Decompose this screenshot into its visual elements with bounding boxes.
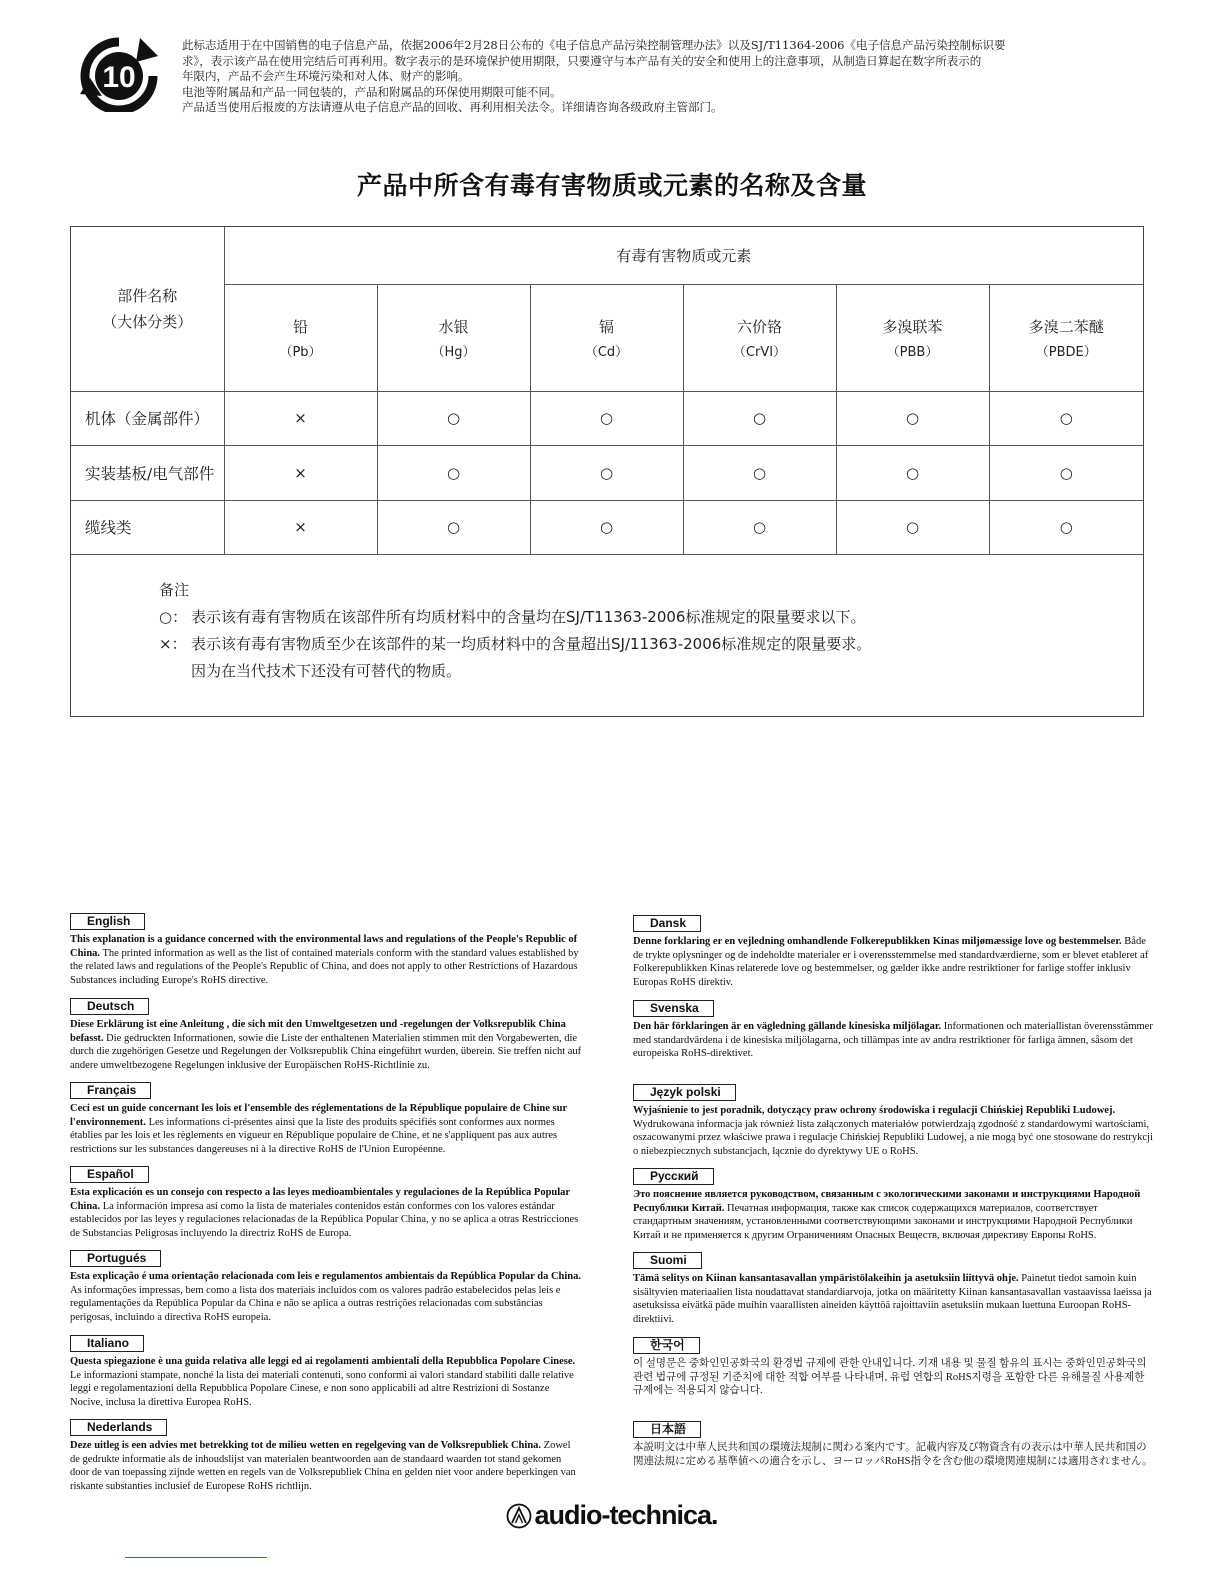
language-label: Język polski [633,1084,736,1101]
value-cell: × [224,500,377,554]
brand-name: audio-technica. [534,1500,718,1530]
language-label: 日本語 [633,1421,701,1438]
substance-symbol: （PBB） [886,344,939,360]
substance-header [224,284,377,391]
language-text: Diese Erklärung ist eine Anleitung , die sich mit den Umweltgesetzen und -regelungen der Volksrepublik China befasst. Die gedruckten Informationen, sowie die Liste der enthaltenen Materialien stimmen mit den Vorgabewerten, die durch die zugehörigen Gesetze und Regelungen der Volksrepublik China eingeführt wurden, überein. Sie treffen nicht auf andere umweltbezogene Regelungen inklusive der Europäischen RoHS-Richtlinie zu. [70,1019,582,1071]
table-notes [159,577,871,685]
language-text: 本説明文は中華人民共和国の環境法規制に関わる案内です。記載内容及び物資含有の表示は中華人民共和国の関連法規に定める基準値への適合を示し、ヨーロッパRoHS指令を含む他の環境関連規制には適用されません。 [633,1442,1153,1467]
value-cell: ○ [377,445,530,500]
language-text: Esta explicação é uma orientação relacionada com leis e regulamentos ambientais da República Popular da China. As informações impressas, bem como a lista dos materiais incluídos com os valores padrão estabelecidos pelas leis e regulamentações da República Popular da China e não se aplica a outras restrições relacionadas com substâncias perigosas, incluindo a directiva RoHS europeia. [70,1271,581,1323]
language-block-japanese [633,1418,1153,1468]
table-row [71,500,1143,554]
language-label: Dansk [633,915,701,932]
language-label: Français [70,1082,151,1099]
language-label: Русский [633,1168,714,1185]
language-text: Denne forklaring er en vejledning omhandlende Folkerepublikken Kinas miljømæssige love og bestemmelser. Både de trykte oplysninger og de indeholdte materialer er i overensstemmelse med standardværdierne, som er blevet etableret af Folkerepublikken Kinas relaterede love og bestemmelser, og gælder ikke andre restriktioner for farlige stoffer inklusiv Europas RoHS direktiv. [633,936,1149,988]
language-block-portugues [70,1247,582,1324]
language-block-suomi [633,1249,1153,1326]
language-label: Portugués [70,1250,161,1267]
value-cell: ○ [377,391,530,445]
substance-header [377,284,530,391]
substance-table-frame [70,226,1144,717]
value-cell: ○ [989,445,1143,500]
value-cell: ○ [683,500,836,554]
language-block-english [70,910,582,987]
note-cross [159,631,871,658]
part-header-line2: （大体分类） [102,312,193,331]
substance-name: 铅 [292,317,308,336]
value-cell: ○ [836,445,989,500]
part-name-cell: 缆线类 [71,500,224,554]
language-text: Wyjaśnienie to jest poradnik, dotyczący praw ochrony środowiska i regulacji Chińskiej Republiki Ludowej. Wydrukowana informacja jak również lista załączonych materiałów potwierdzają zgodność z standardowymi wartościami, oszacowanymi przez właściwe prawa i regulacje Chińskiej Republiki Ludowej, a nie mogą być one stosowane do restrykcji o niebezpiecznych substancjach, łącznie do dyrektywy UE o RoHS. [633,1105,1153,1157]
value-cell: ○ [377,500,530,554]
language-label: Español [70,1166,149,1183]
language-label: Italiano [70,1335,144,1352]
note-circle-text: 表示该有毒有害物质在该部件所有均质材料中的含量均在SJ/T11363-2006标准规定的限量要求以下。 [191,608,866,626]
value-cell: × [224,391,377,445]
substance-name: 水银 [438,317,469,336]
header-notice [182,38,1148,116]
value-cell: ○ [683,445,836,500]
value-cell: ○ [530,445,683,500]
language-block-nederlands [70,1416,582,1493]
language-block-korean [633,1334,1153,1398]
language-block-francais [70,1079,582,1156]
substance-group-header: 有毒有害物质或元素 [224,227,1143,284]
part-name-header [71,227,224,391]
language-block-espanol [70,1163,582,1240]
substance-symbol: （Pb） [279,344,322,360]
language-block-polski [633,1081,1153,1158]
substance-header [989,284,1143,391]
substance-symbol: （PBDE） [1035,344,1097,360]
value-cell: ○ [530,500,683,554]
note-circle [159,604,871,631]
notes-title: 备注 [159,581,190,599]
part-name-cell: 机体（金属部件） [71,391,224,445]
language-text: Questa spiegazione è una guida relativa alle leggi ed ai regolamenti ambientali della Repubblica Popolare Cinese. Le informazioni stampate, nonché la lista dei materiali contenuti, sono conformi ai valori standard stabiliti dalle relative leggi e regolamentazioni della Repubblica Popolare Cinese, e non sono applicabili ad altre Restrizioni di Sostanze Nocive, inclusa la direttiva Europea RoHS. [70,1356,576,1408]
audio-technica-logo-icon [506,1503,532,1529]
substance-header [683,284,836,391]
substance-name: 六价铬 [736,317,782,336]
language-label: Deutsch [70,998,149,1015]
value-cell: ○ [683,391,836,445]
substance-table [71,227,1143,555]
substance-name: 镉 [598,317,614,336]
part-name-cell: 实装基板/电气部件 [71,445,224,500]
language-block-dansk [633,912,1153,989]
cross-mark: ×： [159,635,187,653]
language-text: Ceci est un guide concernant les lois et l'ensemble des réglementations de la République populaire de Chine sur l'environnement. Les informations ci-présentes ainsi que la liste des produits spécifiés sont conformes aux normes établies par les lois et les règlements en vigueur en République populaire de Chine, et ne s'appliquent pas aux autres restrictions sur les substances dangereuses ni à la directive RoHS de l'Union Européenne. [70,1103,567,1155]
substance-symbol: （Cd） [584,344,629,360]
notice-line: 求》，表示该产品在使用完结后可再利用。数字表示的是环境保护使用期限，只要遵守与本产品有关的安全和使用上的注意事项，从制造日算起在数字所表示的 [182,53,982,68]
language-label: Nederlands [70,1419,167,1436]
language-label: 한국어 [633,1337,700,1354]
table-row [71,391,1143,445]
notice-line: 电池等附属品和产品一同包装的，产品和附属品的环保使用期限可能不同。 [182,84,562,99]
language-label: English [70,913,145,930]
circle-mark: ○： [159,608,188,626]
language-text: This explanation is a guidance concerned with the environmental laws and regulations of the People's Republic of China. The printed information as well as the list of contained materials conform with the standard values established by the related laws and regulations of the People's Republic of China, and does not apply to other Restrictions of Hazardous Substances including Europe's RoHS directive. [70,934,579,986]
language-label: Svenska [633,1000,714,1017]
eco-period-number: 10 [102,61,136,94]
value-cell: ○ [836,391,989,445]
language-label: Suomi [633,1252,702,1269]
bottom-rule [125,1557,267,1558]
value-cell: ○ [836,500,989,554]
language-text: Deze uitleg is een advies met betrekking tot de milieu wetten en regelgeving van de Volksrepubliek China. Zowel de gedrukte informatie als de inhoudslijst van materialen beantwoorden aan de standaard waarden tot stand gekomen door de van toepassing zijnde wetten en regels van de Volksrepubliek China en gelden niet voor andere beperkingen van riskante substanties inclusief de Europese RoHS richtlijn. [70,1440,576,1492]
language-text: Это пояснение является руководством, связанным с экологическими законами и инструкциями Народной Республики Китай. Печатная информация, также как список содержащихся материалов, соответствует стандартным значениям, установленными соответствующими законами и инструкциями Народной Республики Китай и не применяется к другим Ограничениям Опасных Веществ, включая директиву Европы RoHS. [633,1189,1141,1241]
substance-name: 多溴联苯 [882,317,943,336]
language-text: Tämä selitys on Kiinan kansantasavallan ympäristölakeihin ja asetuksiin liittyvä ohje. Painetut tiedot samoin kuin sisältyvien materiaalien lista noudattavat standardiarvoja, jotka on määritetty Kiinan kansantasavallan vastaavissa laeissa ja asetuksissa eivätkä päde muihin vaarallisten aineiden käyttöä rajoittaviin asetuksiin mukaan luettuna Euroopan RoHS-direktiivi. [633,1273,1152,1325]
notice-line: 产品适当使用后报废的方法请遵从电子信息产品的回收、再利用相关法令。详细请咨询各级政府主管部门。 [182,100,723,115]
note-cross-text: 表示该有毒有害物质至少在该部件的某一均质材料中的含量超出SJ/11363-2006标准规定的限量要求。 [191,635,872,653]
language-block-deutsch [70,995,582,1072]
substance-header [530,284,683,391]
value-cell: ○ [989,391,1143,445]
substance-symbol: （Hg） [431,344,476,360]
value-cell: ○ [530,391,683,445]
note-cross-2: 因为在当代技术下还没有可替代的物质。 [191,662,462,680]
part-header-line1: 部件名称 [117,286,178,305]
value-cell: ○ [989,500,1143,554]
environmental-protection-period-icon [76,36,162,112]
brand-logo [0,1500,1224,1531]
page-title: 产品中所含有毒有害物质或元素的名称及含量 [356,171,867,200]
substance-name: 多溴二苯醚 [1028,317,1104,336]
table-row [71,445,1143,500]
language-text: Esta explicación es un consejo con respecto a las leyes medioambientales y regulaciones de la República Popular China. La información impresa así como la lista de materiales contenidos están conformes con los valores estándar establecidos por las leyes y regulaciones relacionadas de la República Popular China, y no se aplica a otras Restricciones de Substancias Peligrosas incluyendo la directriz RoHS de Europa. [70,1187,579,1239]
value-cell: × [224,445,377,500]
language-text: 이 설명문은 중화인민공화국의 환경법 규제에 관한 안내입니다. 기재 내용 및 물질 함유의 표시는 중화인민공화국의 관련 법규에 규정된 기준치에 대한 적합 여부를 나타내며, 유럽 연합의 RoHS지령을 포함한 다른 유해물질 사용제한규제에는 적용되지 않습니다. [633,1358,1147,1397]
notice-line: 年限内，产品不会产生环境污染和对人体、财产的影响。 [182,69,470,84]
language-text: Den här förklaringen är en vägledning gällande kinesiska miljölagar. Informationen och materiallistan överensstämmer med standardvärdena i de kinesiska miljölagarna, och tillämpas inte av andra restriktioner för farliga ämnen, såsom det europeiska RoHS-direktivet. [633,1021,1153,1060]
language-block-svenska [633,997,1153,1061]
notice-line: 此标志适用于在中国销售的电子信息产品，依据2006年2月28日公布的《电子信息产品污染控制管理办法》以及SJ/T11364-2006《电子信息产品污染控制标识要 [182,38,1006,52]
substance-header [836,284,989,391]
language-block-italiano [70,1332,582,1409]
substance-symbol: （CrVI） [732,344,787,360]
language-block-russian [633,1165,1153,1242]
